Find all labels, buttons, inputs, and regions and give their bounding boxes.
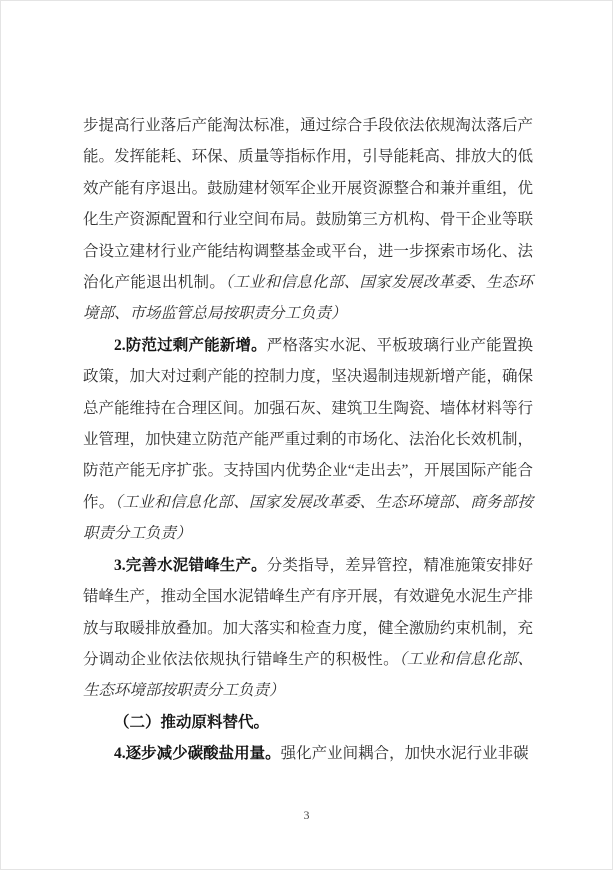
- section-heading-text: （二）推动原料替代。: [114, 713, 270, 731]
- paragraph-item-2: [83, 330, 533, 550]
- document-text-area: [83, 110, 533, 770]
- paragraph-body-text: 强化产业间耦合，加快水泥行业非碳: [280, 745, 529, 763]
- paragraph-body-text: 步提高行业落后产能淘汰标准，通过综合手段依法依规淘汰落后产能。发挥能耗、环保、质量等指标作用，引导能耗高、排放大的低效产能有序退出。鼓励建材领军企业开展资源整合和兼并重组，优化生产资源配置和行业空间布局。鼓励第三方机构、骨干企业等联合设立建材行业产能结构调整基金或平台，进一步探索市场化、法治化产能退出机制。: [83, 117, 533, 292]
- item-2-bold-lead: 2.防范过剩产能新增。: [114, 336, 267, 354]
- paragraph-item-4: [83, 738, 533, 769]
- page-number: 3: [303, 808, 310, 822]
- item-4-bold-lead: 4.逐步减少碳酸盐用量。: [114, 745, 281, 763]
- paragraph-item-3: [83, 550, 533, 707]
- responsibility-attribution: （工业和信息化部、生态环境部按职责分工负责）: [83, 650, 533, 700]
- paragraph-continued: [83, 110, 533, 330]
- item-3-bold-lead: 3.完善水泥错峰生产。: [114, 556, 267, 574]
- paragraph-body-text: 严格落实水泥、平板玻璃行业产能置换政策，加大对过剩产能的控制力度，坚决遏制违规新增产能，确保总产能维持在合理区间。加强石灰、建筑卫生陶瓷、墙体材料等行业管理，加快建立防范产能严重过剩的市场化、法治化长效机制，防范产能无序扩张。支持国内优势企业“走出去”，开展国际产能合作。: [83, 336, 533, 511]
- responsibility-attribution: （工业和信息化部、国家发展改革委、生态环境部、商务部按职责分工负责）: [83, 493, 533, 543]
- section-heading: [83, 707, 533, 738]
- paragraph-body-text: 分类指导，差异管控，精准施策安排好错峰生产，推动全国水泥错峰生产有序开展，有效避免水泥生产排放与取暖排放叠加。加大落实和检查力度，健全激励约束机制，充分调动企业依法依规执行错峰生产的积极性。: [83, 556, 533, 668]
- responsibility-attribution: （工业和信息化部、国家发展改革委、生态环境部、市场监管总局按职责分工负责）: [83, 274, 533, 323]
